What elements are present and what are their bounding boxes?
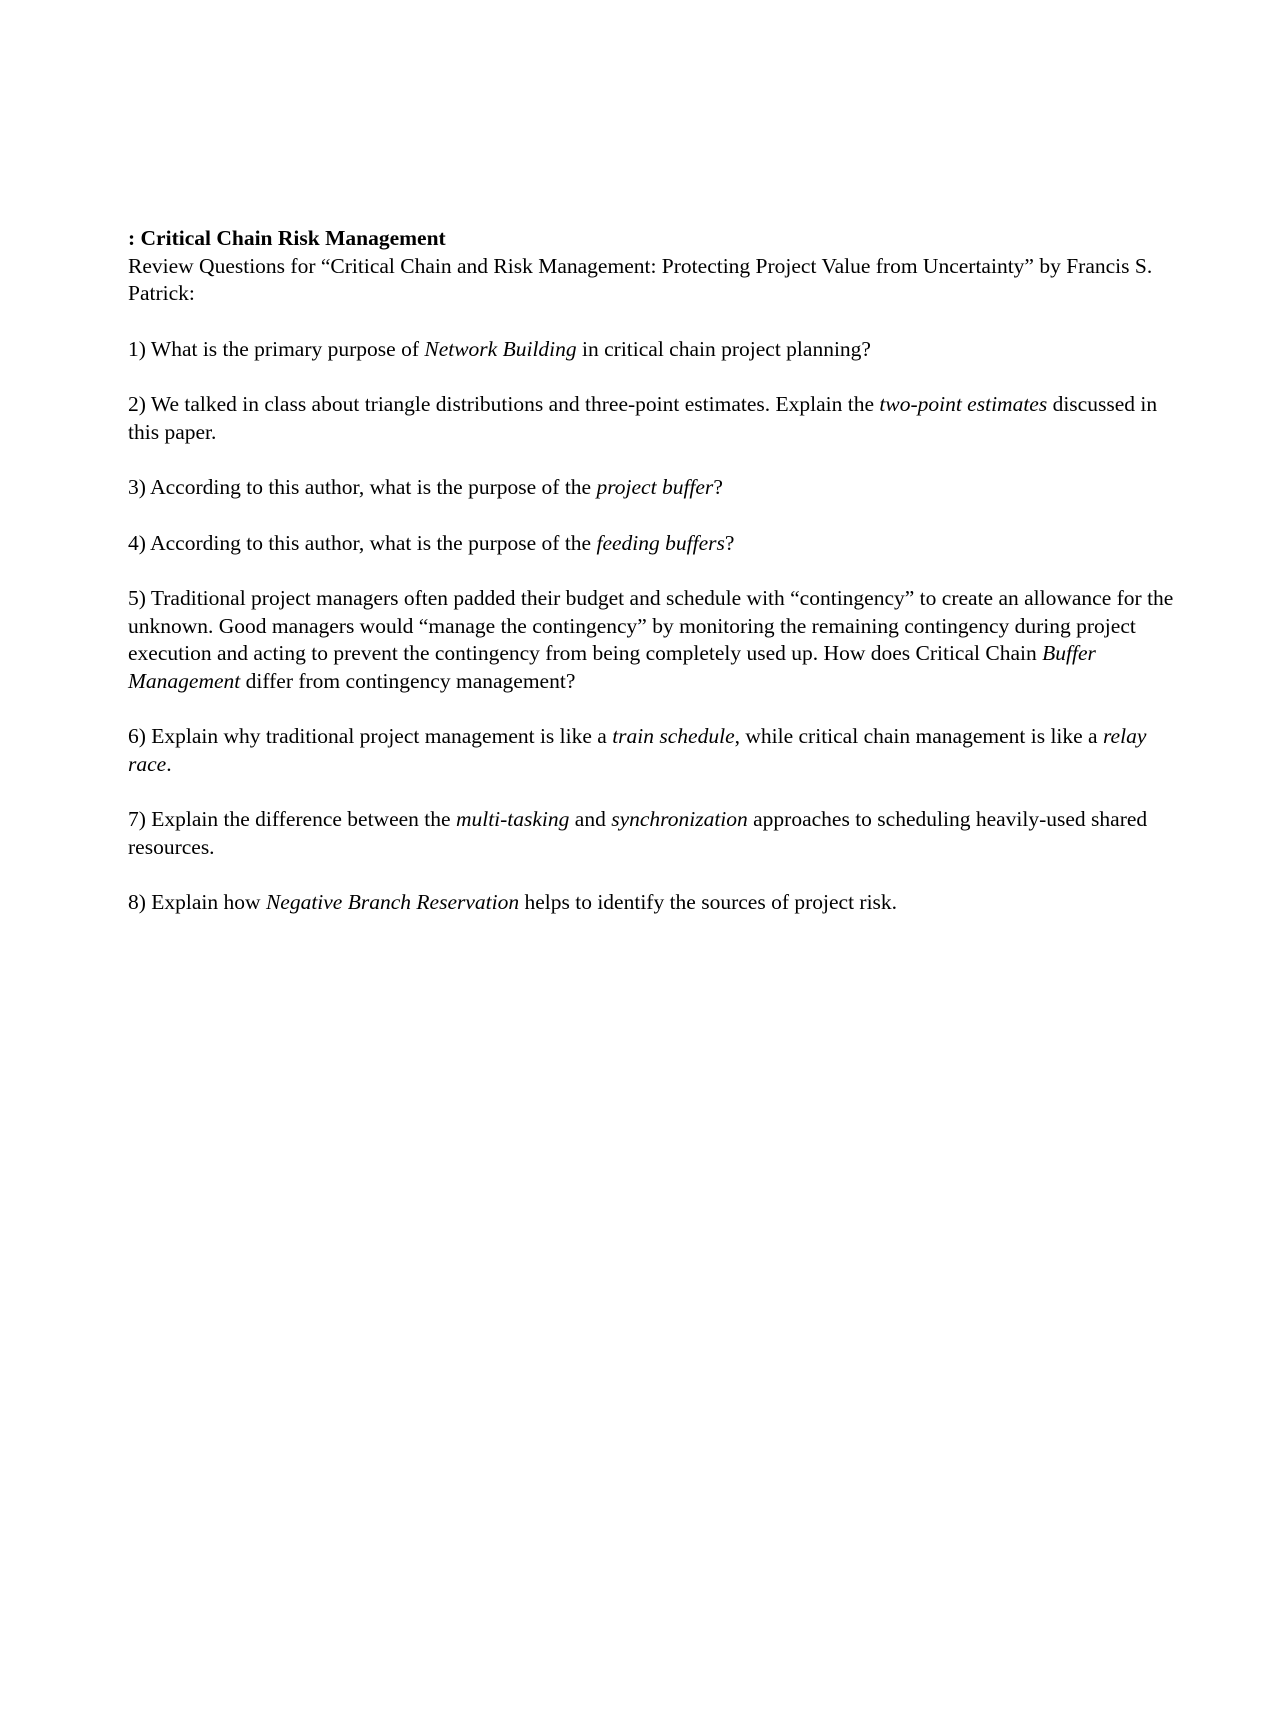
question-text: 6) Explain why traditional project management is like a bbox=[128, 724, 613, 748]
question-term: Network Building bbox=[424, 336, 577, 361]
question-text: and bbox=[569, 807, 612, 831]
question-item bbox=[128, 474, 1188, 502]
question-text: ? bbox=[713, 475, 723, 499]
document-intro: Review Questions for “Critical Chain and Risk Management: Protecting Project Value from Uncertainty” by Francis S. Patrick: bbox=[128, 253, 1153, 305]
question-text: 2) We talked in class about triangle distributions and three-point estimates. Explain the bbox=[128, 392, 880, 416]
question-term: feeding buffers bbox=[596, 530, 725, 555]
question-list bbox=[128, 336, 1188, 917]
question-text: helps to identify the sources of project risk. bbox=[519, 890, 898, 914]
question-item bbox=[128, 585, 1188, 695]
question-item bbox=[128, 530, 1188, 558]
question-term: train schedule bbox=[612, 724, 735, 748]
document-title: : Critical Chain Risk Management bbox=[128, 226, 446, 250]
question-text: 3) According to this author, what is the purpose of the bbox=[128, 475, 597, 499]
question-term: multi-tasking bbox=[455, 807, 570, 831]
question-text: 4) According to this author, what is the purpose of the bbox=[128, 530, 597, 555]
question-term: Buffer Management bbox=[128, 641, 1096, 693]
question-text: 8) Explain how bbox=[128, 890, 266, 914]
question-text: differ from contingency management? bbox=[240, 668, 576, 693]
question-text: 1) What is the primary purpose of bbox=[128, 336, 425, 361]
question-text: 5) Traditional project managers often padded their budget and schedule with “contingency” to create an allowance for the unknown. Good managers would “manage the contingency” by monitoring the remaining contingency during project execution and acting to prevent the contingency from being completely used up. How does Critical Chain bbox=[128, 586, 1174, 665]
question-text: discussed in this paper. bbox=[128, 392, 1158, 444]
question-item bbox=[128, 336, 1188, 364]
question-term: synchronization bbox=[611, 807, 748, 831]
question-text: ? bbox=[724, 530, 735, 555]
question-item bbox=[128, 889, 1188, 917]
question-text: , while critical chain management is like a bbox=[734, 724, 1103, 748]
question-term: two-point estimates bbox=[879, 392, 1048, 416]
question-item bbox=[128, 391, 1188, 446]
question-text: approaches to scheduling heavily-used shared resources. bbox=[128, 807, 1148, 859]
question-item bbox=[128, 723, 1188, 778]
question-term: relay race bbox=[128, 724, 1147, 776]
question-text: 7) Explain the difference between the bbox=[128, 807, 456, 831]
question-item bbox=[128, 806, 1188, 861]
document-body bbox=[128, 225, 1188, 945]
question-term: project buffer bbox=[596, 475, 714, 499]
question-term: Negative Branch Reservation bbox=[265, 890, 520, 914]
question-text: in critical chain project planning? bbox=[576, 336, 871, 361]
question-text: . bbox=[166, 751, 172, 776]
